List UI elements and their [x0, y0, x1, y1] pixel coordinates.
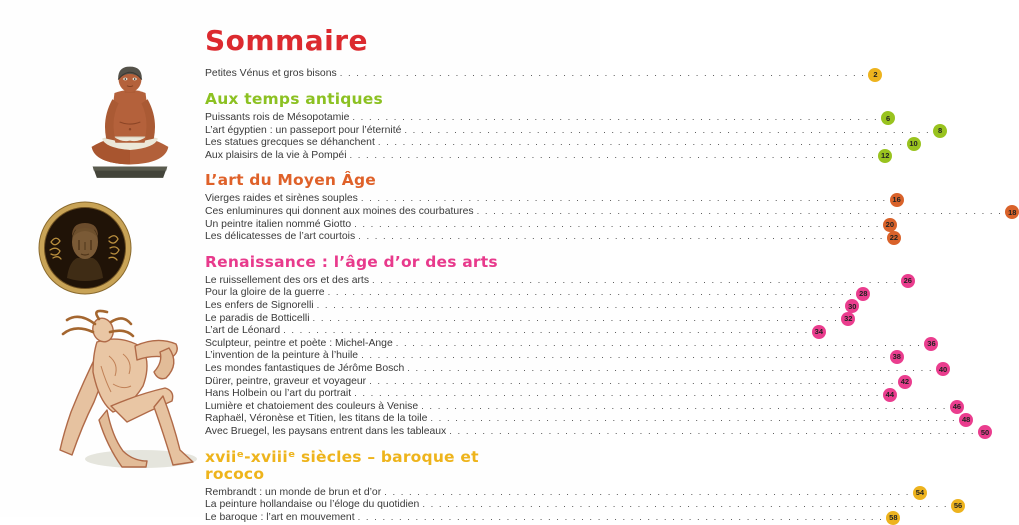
toc-entry-label: Vierges raides et sirènes souples: [205, 193, 358, 205]
section-heading: L’art du Moyen Âge: [205, 171, 376, 190]
leader-dots: [384, 487, 910, 500]
page-number-badge: 42: [898, 375, 912, 389]
toc-entry-label: Raphaël, Véronèse et Titien, les titans de la toile: [205, 413, 428, 425]
leader-dots: [350, 150, 876, 163]
toc-entry-label: Avec Bruegel, les paysans entrent dans les tableaux: [205, 426, 447, 437]
toc-section: [205, 252, 990, 439]
toc-entry-label: Le ruissellement des ors et des arts: [205, 274, 370, 286]
toc-entry-label: Les mondes fantastiques de Jérôme Bosch: [205, 363, 405, 375]
toc-entry: [205, 486, 925, 500]
toc-entry: [205, 413, 971, 426]
toc-entry: [205, 112, 891, 125]
page-number-badge: 2: [868, 68, 882, 82]
fresco-figure-image: [53, 310, 205, 472]
toc-entry-label: Petites Vénus et gros bisons: [205, 68, 337, 80]
toc-section-rows: [205, 112, 943, 162]
toc-entry: [205, 375, 910, 389]
toc-entry-label: L’art de Léonard: [205, 325, 281, 337]
toc-entry-label: Puissants rois de Mésopotamie: [205, 112, 350, 124]
page-number-badge: 8: [933, 124, 947, 138]
toc-entry-label: Rembrandt : un monde de brun et d’or: [205, 486, 382, 498]
toc-entry: [205, 499, 963, 512]
page-number-badge: 56: [951, 499, 965, 513]
leader-dots: [358, 512, 884, 525]
toc-entry: [205, 274, 912, 288]
toc-entry-label: Un peintre italien nommé Giotto: [205, 218, 352, 230]
page-number-badge: 30: [845, 299, 859, 313]
page-title: Sommaire: [205, 24, 369, 57]
scribe-statue-image: [82, 64, 178, 180]
leader-dots: [313, 313, 839, 326]
table-of-contents: [205, 24, 1017, 524]
toc-entry-label: Les enfers de Signorelli: [205, 300, 314, 312]
leader-dots: [352, 112, 878, 125]
fresco-figure-art: [53, 310, 205, 472]
toc-section: [205, 447, 963, 525]
toc-section: [205, 171, 1017, 243]
toc-section: [205, 68, 878, 81]
toc-entry-label: Ces enluminures qui donnent aux moines des courbatures: [205, 206, 474, 218]
page-number-badge: 48: [959, 413, 973, 427]
toc-entry: [205, 68, 878, 81]
page-number-badge: 32: [841, 312, 855, 326]
page-number-badge: 6: [881, 111, 895, 125]
page-number-badge: 36: [924, 337, 938, 351]
page-number-badge: 38: [890, 350, 904, 364]
toc-entry: [205, 426, 990, 439]
section-heading: Renaissance : l’âge d’or des arts: [205, 252, 498, 271]
toc-entry: [205, 325, 823, 338]
page-number-badge: 10: [907, 137, 921, 151]
leader-dots: [422, 499, 948, 512]
toc-entry: [205, 287, 868, 300]
leader-dots: [477, 206, 1003, 219]
leader-dots: [354, 219, 880, 232]
page-number-badge: 16: [890, 193, 904, 207]
toc-entry: [205, 206, 1017, 219]
toc-entry: [205, 388, 895, 401]
toc-section-rows: [205, 274, 990, 439]
page-number-badge: 22: [887, 231, 901, 245]
toc-entry: [205, 363, 948, 376]
toc-entry: [205, 193, 901, 206]
leader-dots: [340, 68, 866, 81]
toc-section-rows: [205, 193, 1017, 243]
page-number-badge: 12: [878, 149, 892, 163]
leader-dots: [361, 350, 887, 363]
toc-entry: [205, 312, 853, 326]
toc-entry: [205, 149, 890, 163]
page-number-badge: 20: [883, 218, 897, 232]
page-number-badge: 34: [812, 325, 826, 339]
page-number-badge: 50: [978, 425, 992, 439]
toc-entry: [205, 511, 898, 525]
toc-entry-label: Sculpteur, peintre et poète : Michel-Ange: [205, 337, 393, 349]
toc-entry-label: La peinture hollandaise ou l’éloge du quotidien: [205, 499, 420, 511]
page-number-badge: 26: [901, 274, 915, 288]
leader-dots: [328, 287, 854, 300]
section-heading: xviiᵉ-xviiiᵉ siècles – baroque et rococo: [205, 447, 479, 483]
toc-entry-label: L’art égyptien : un passeport pour l’éternité: [205, 124, 402, 136]
toc-entry-label: Aux plaisirs de la vie à Pompéi: [205, 149, 347, 161]
leader-dots: [430, 413, 956, 426]
toc-section: [205, 89, 943, 162]
toc-entry-label: Hans Holbein ou l’art du portrait: [205, 388, 352, 400]
portrait-medallion-image: [37, 200, 133, 296]
leader-dots: [317, 300, 843, 313]
toc-entry: [205, 218, 895, 232]
page-number-badge: 44: [883, 388, 897, 402]
toc-entry: [205, 137, 918, 150]
toc-sections: [205, 68, 1017, 524]
toc-entry: [205, 337, 936, 351]
toc-entry-label: Les délicatesses de l’art courtois: [205, 231, 356, 243]
leader-dots: [354, 388, 880, 401]
toc-entry: [205, 400, 962, 414]
page-number-badge: 28: [856, 287, 870, 301]
toc-entry: [205, 350, 901, 363]
toc-entry-label: Lumière et chatoiement des couleurs à Venise: [205, 400, 419, 412]
toc-entry-label: Pour la gloire de la guerre: [205, 287, 325, 299]
toc-entry: [205, 124, 943, 138]
page-number-badge: 18: [1005, 205, 1019, 219]
leader-dots: [449, 426, 975, 439]
leader-dots: [358, 231, 884, 244]
leader-dots: [283, 325, 809, 338]
toc-section-rows: [205, 68, 878, 81]
toc-entry-label: Les statues grecques se déhanchent: [205, 137, 375, 149]
page-number-badge: 54: [913, 486, 927, 500]
leader-dots: [407, 363, 933, 376]
leader-dots: [396, 338, 922, 351]
scribe-statue-art: [82, 64, 178, 180]
toc-entry-label: Dürer, peintre, graveur et voyageur: [205, 375, 367, 387]
toc-entry-label: Le baroque : l’art en mouvement: [205, 511, 355, 523]
toc-entry: [205, 231, 899, 244]
toc-entry-label: Le paradis de Botticelli: [205, 312, 310, 324]
toc-entry: [205, 300, 857, 313]
leader-dots: [361, 193, 887, 206]
leader-dots: [378, 137, 904, 150]
leader-dots: [372, 275, 898, 288]
leader-dots: [404, 125, 930, 138]
leader-dots: [369, 376, 895, 389]
page-number-badge: 40: [936, 362, 950, 376]
leader-dots: [421, 401, 947, 414]
page-number-badge: 46: [950, 400, 964, 414]
section-heading: Aux temps antiques: [205, 89, 383, 108]
toc-entry-label: L’invention de la peinture à l’huile: [205, 350, 359, 362]
toc-section-rows: [205, 486, 963, 525]
page-number-badge: 58: [886, 511, 900, 525]
portrait-medallion-art: [37, 200, 133, 296]
